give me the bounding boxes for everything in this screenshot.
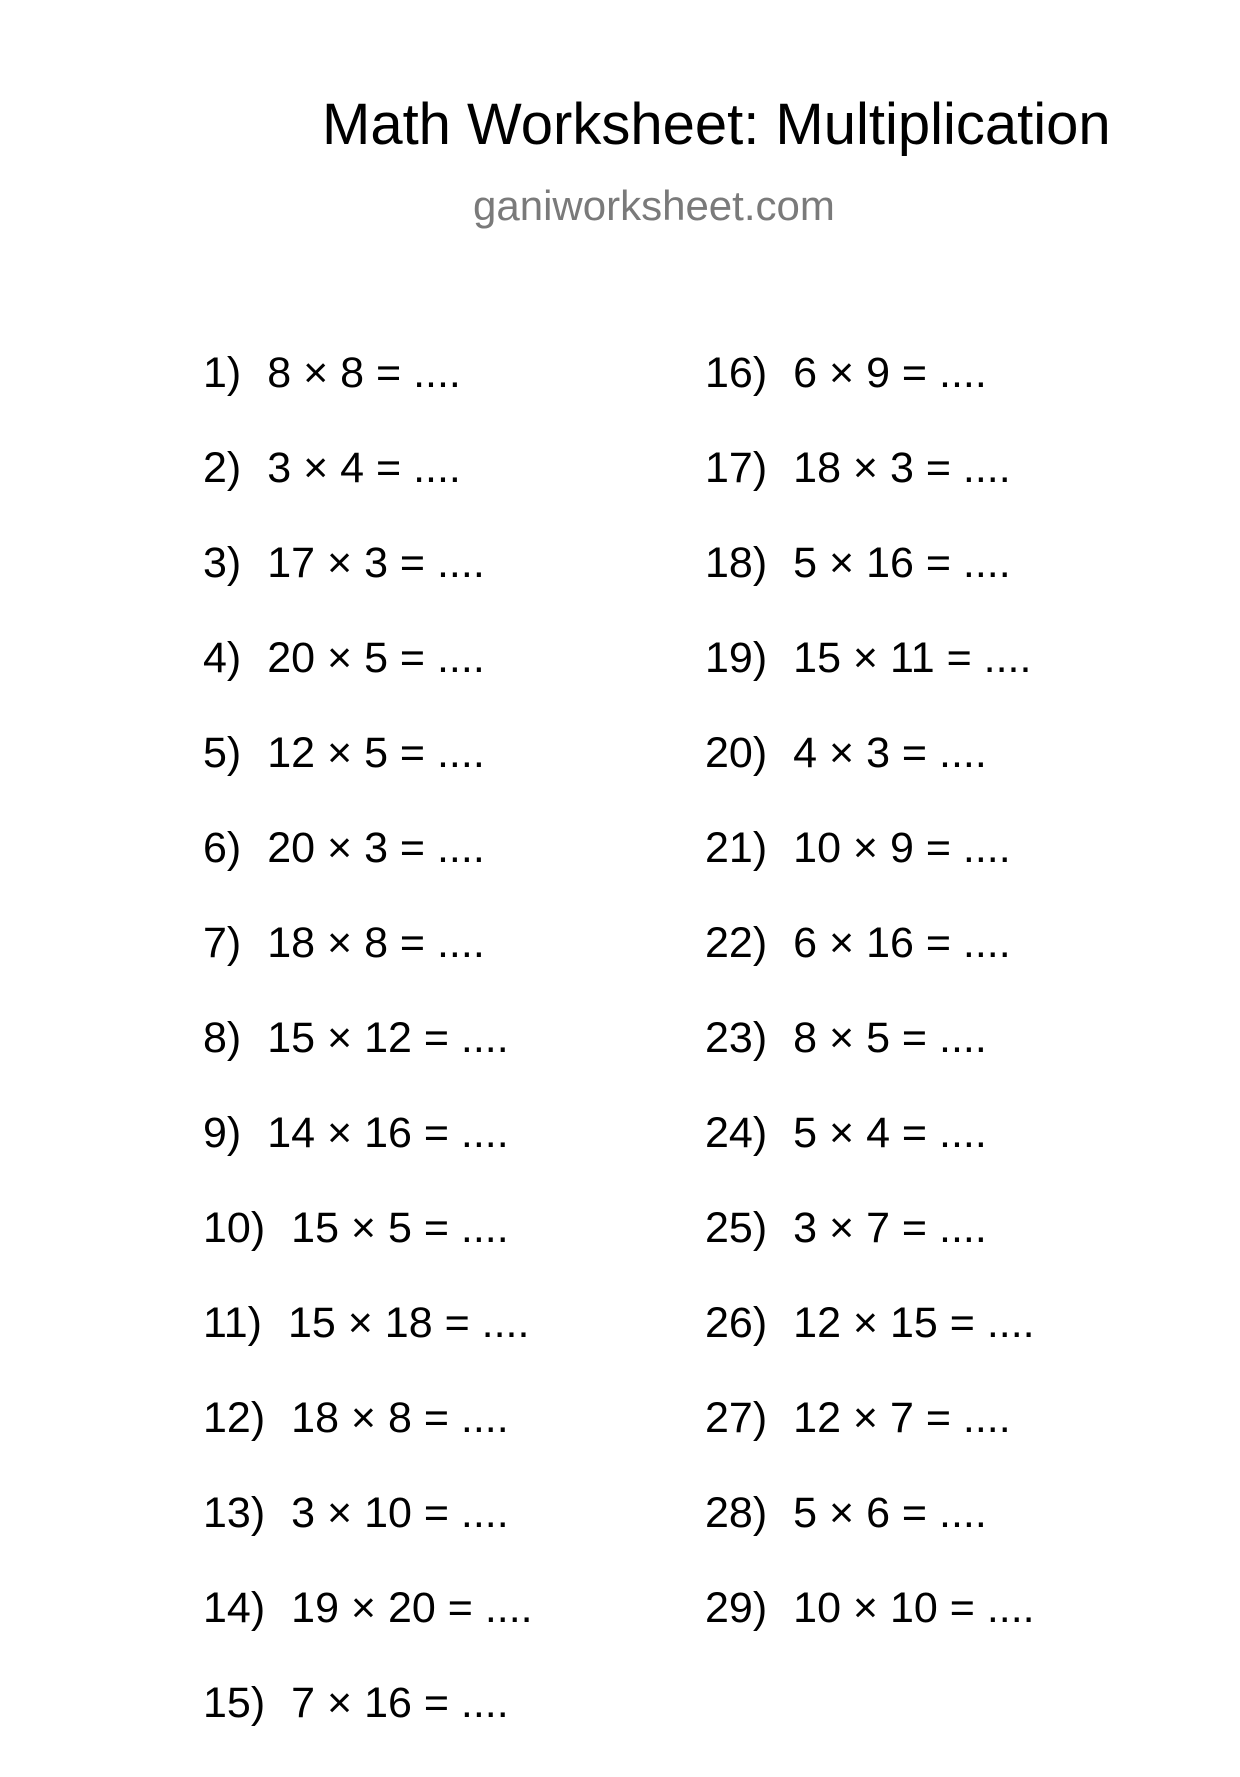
- problem-item: [203, 1204, 533, 1302]
- problem-number: 29): [705, 1584, 768, 1632]
- problem-item: [705, 349, 1035, 447]
- problem-item: [705, 1394, 1035, 1492]
- problem-expression: 3 × 10 = ....: [291, 1489, 509, 1537]
- problem-number: 3): [203, 539, 242, 587]
- problem-number: 18): [705, 539, 768, 587]
- problem-item: [203, 729, 533, 827]
- problem-number: 26): [705, 1299, 768, 1347]
- problem-number: 22): [705, 919, 768, 967]
- problem-item: [705, 1584, 1035, 1682]
- problem-number: 2): [203, 444, 242, 492]
- problem-expression: 15 × 11 = ....: [793, 634, 1032, 682]
- problem-number: 14): [203, 1584, 266, 1632]
- problem-number: 7): [203, 919, 242, 967]
- problem-column-right: [705, 349, 1035, 1682]
- problem-expression: 5 × 6 = ....: [793, 1489, 987, 1537]
- problem-number: 21): [705, 824, 768, 872]
- problem-item: [203, 1109, 533, 1207]
- problem-expression: 19 × 20 = ....: [291, 1584, 533, 1632]
- problem-expression: 12 × 15 = ....: [793, 1299, 1035, 1347]
- problem-item: [705, 1109, 1035, 1207]
- problem-number: 15): [203, 1679, 266, 1727]
- problem-item: [203, 539, 533, 637]
- problem-number: 4): [203, 634, 242, 682]
- problem-item: [705, 539, 1035, 637]
- problem-item: [705, 1204, 1035, 1302]
- problem-expression: 3 × 4 = ....: [267, 444, 461, 492]
- problem-expression: 15 × 12 = ....: [267, 1014, 509, 1062]
- problem-item: [203, 1679, 533, 1777]
- problem-expression: 6 × 9 = ....: [793, 349, 987, 397]
- problem-expression: 20 × 3 = ....: [267, 824, 485, 872]
- problem-item: [705, 444, 1035, 542]
- problem-number: 11): [203, 1299, 262, 1347]
- problem-number: 1): [203, 349, 242, 397]
- problem-expression: 8 × 5 = ....: [793, 1014, 987, 1062]
- problem-expression: 18 × 8 = ....: [291, 1394, 509, 1442]
- problem-expression: 12 × 5 = ....: [267, 729, 485, 777]
- problem-number: 28): [705, 1489, 768, 1537]
- problem-expression: 14 × 16 = ....: [267, 1109, 509, 1157]
- worksheet-title: Math Worksheet: Multiplication: [322, 92, 1111, 157]
- problem-expression: 20 × 5 = ....: [267, 634, 485, 682]
- problem-expression: 15 × 5 = ....: [291, 1204, 509, 1252]
- problem-number: 13): [203, 1489, 266, 1537]
- problem-expression: 10 × 9 = ....: [793, 824, 1011, 872]
- site-name: ganiworksheet.com: [473, 182, 835, 229]
- problem-item: [203, 1014, 533, 1112]
- problem-number: 6): [203, 824, 242, 872]
- problem-expression: 5 × 4 = ....: [793, 1109, 987, 1157]
- problem-expression: 18 × 3 = ....: [793, 444, 1011, 492]
- problem-expression: 8 × 8 = ....: [267, 349, 461, 397]
- problem-item: [705, 634, 1035, 732]
- problem-number: 25): [705, 1204, 768, 1252]
- problem-number: 27): [705, 1394, 768, 1442]
- problem-number: 17): [705, 444, 768, 492]
- problem-item: [203, 1394, 533, 1492]
- problem-expression: 17 × 3 = ....: [267, 539, 485, 587]
- problem-expression: 18 × 8 = ....: [267, 919, 485, 967]
- problem-item: [705, 1299, 1035, 1397]
- problem-item: [203, 634, 533, 732]
- problem-item: [705, 1014, 1035, 1112]
- problem-number: 9): [203, 1109, 242, 1157]
- problem-expression: 6 × 16 = ....: [793, 919, 1011, 967]
- problem-expression: 3 × 7 = ....: [793, 1204, 987, 1252]
- problem-number: 20): [705, 729, 768, 777]
- problem-number: 16): [705, 349, 768, 397]
- problem-item: [203, 444, 533, 542]
- problem-item: [203, 1299, 533, 1397]
- problem-item: [203, 349, 533, 447]
- problem-expression: 5 × 16 = ....: [793, 539, 1011, 587]
- problem-column-left: [203, 349, 533, 1777]
- problem-item: [203, 1489, 533, 1587]
- problem-item: [203, 919, 533, 1017]
- problem-item: [203, 824, 533, 922]
- problem-number: 19): [705, 634, 768, 682]
- problem-number: 8): [203, 1014, 242, 1062]
- problem-number: 5): [203, 729, 242, 777]
- problem-item: [203, 1584, 533, 1682]
- problem-item: [705, 1489, 1035, 1587]
- problem-expression: 15 × 18 = ....: [287, 1299, 530, 1347]
- problem-item: [705, 729, 1035, 827]
- problem-number: 24): [705, 1109, 768, 1157]
- problem-expression: 4 × 3 = ....: [793, 729, 987, 777]
- problem-expression: 10 × 10 = ....: [793, 1584, 1035, 1632]
- problem-expression: 7 × 16 = ....: [291, 1679, 509, 1727]
- problem-expression: 12 × 7 = ....: [793, 1394, 1011, 1442]
- problem-number: 23): [705, 1014, 768, 1062]
- problem-item: [705, 824, 1035, 922]
- problem-number: 10): [203, 1204, 266, 1252]
- problem-item: [705, 919, 1035, 1017]
- problem-number: 12): [203, 1394, 266, 1442]
